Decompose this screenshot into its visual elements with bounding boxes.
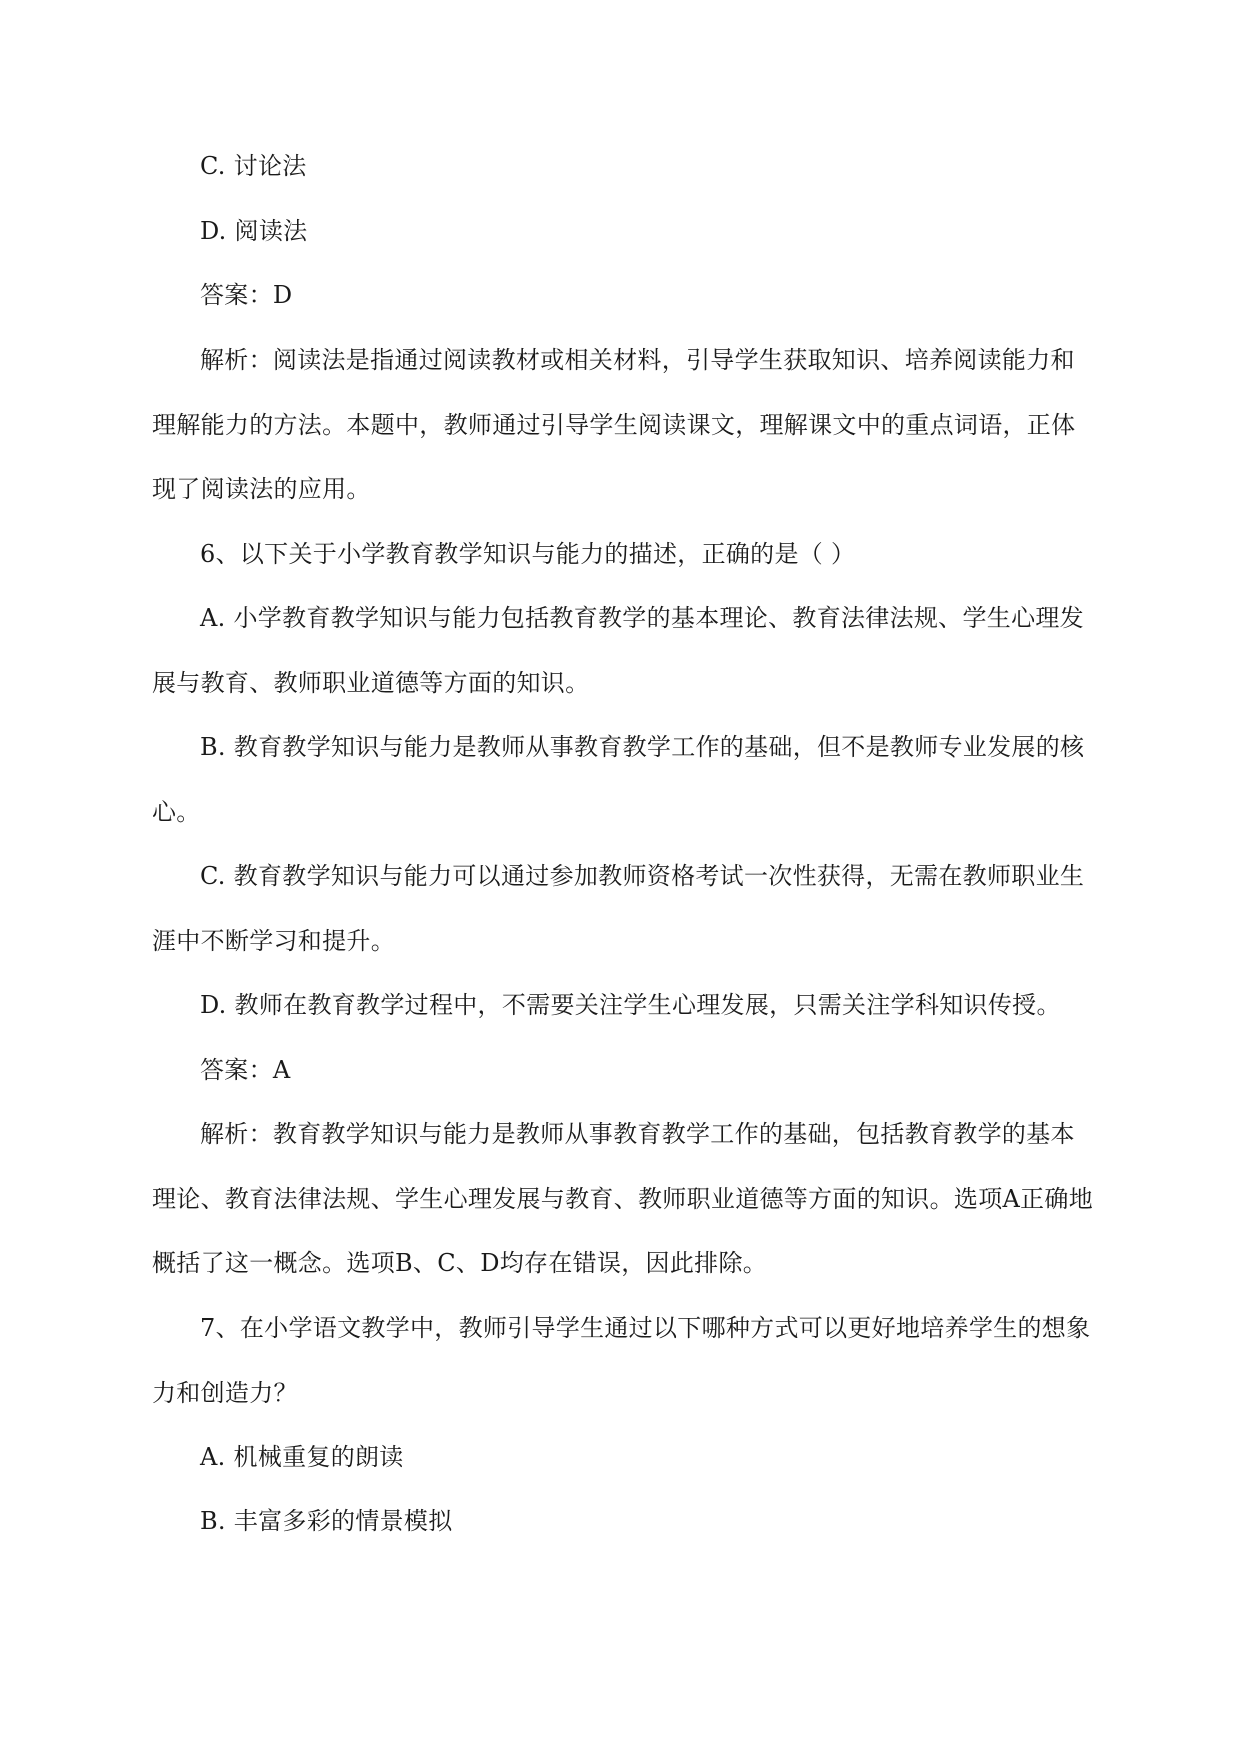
question-7-option-a: A. 机械重复的朗读	[200, 1443, 404, 1471]
question-6-option-c: C. 教育教学知识与能力可以通过参加教师资格考试一次性获得，无需在教师职业生涯中不断学习和提升。	[152, 862, 1085, 955]
question-7-option-b: B. 丰富多彩的情景模拟	[200, 1507, 453, 1535]
option-d-reading: D. 阅读法	[200, 217, 308, 245]
question-6-option-b: B. 教育教学知识与能力是教师从事教育教学工作的基础，但不是教师专业发展的核心。	[152, 733, 1085, 826]
explanation-q6: 解析：教育教学知识与能力是教师从事教育教学工作的基础，包括教育教学的基本理论、教育法律法规、学生心理发展与教育、教师职业道德等方面的知识。选项A正确地概括了这一概念。选项B、C、D均存在错误，因此排除。	[152, 1120, 1094, 1277]
question-6-option-a: A. 小学教育教学知识与能力包括教育教学的基本理论、教育法律法规、学生心理发展与教育、教师职业道德等方面的知识。	[152, 604, 1084, 697]
explanation-q5: 解析：阅读法是指通过阅读教材或相关材料，引导学生获取知识、培养阅读能力和理解能力的方法。本题中，教师通过引导学生阅读课文，理解课文中的重点词语，正体现了阅读法的应用。	[152, 346, 1076, 503]
answer-q6: 答案：A	[200, 1056, 291, 1084]
question-6: 6、以下关于小学教育教学知识与能力的描述，正确的是（ ）	[200, 540, 856, 568]
answer-q5: 答案：D	[200, 281, 293, 309]
option-c-discussion: C. 讨论法	[200, 152, 307, 180]
question-6-option-d: D. 教师在教育教学过程中，不需要关注学生心理发展，只需关注学科知识传授。	[200, 991, 1061, 1019]
question-7: 7、在小学语文教学中，教师引导学生通过以下哪种方式可以更好地培养学生的想象力和创造力？	[152, 1314, 1091, 1407]
